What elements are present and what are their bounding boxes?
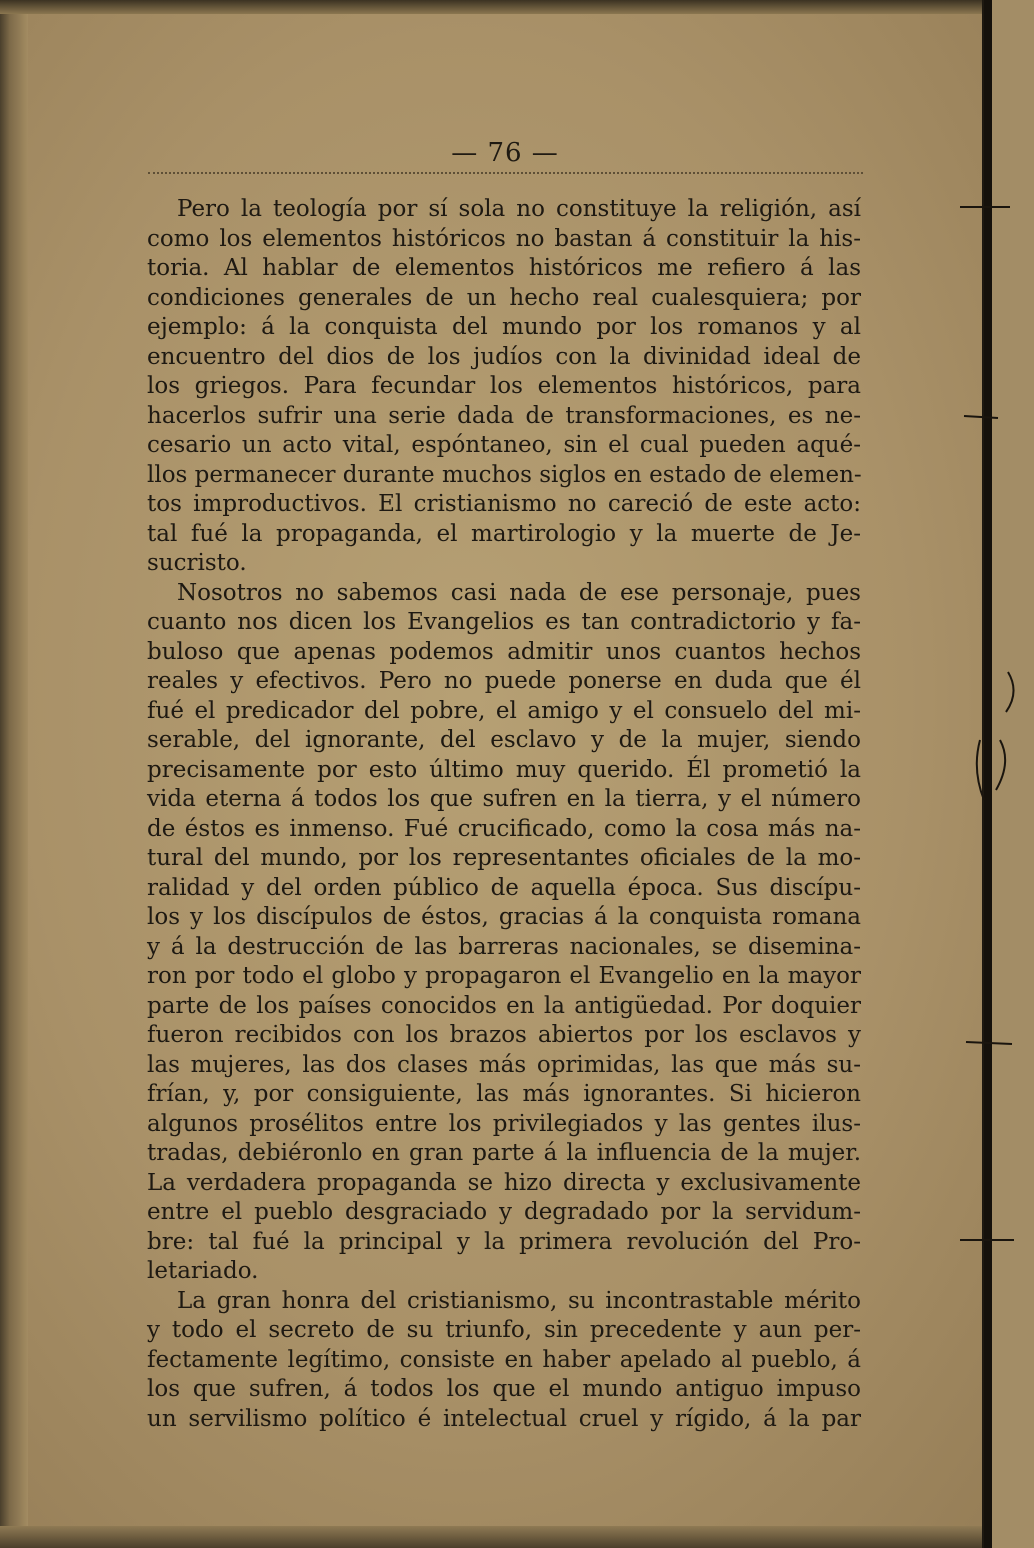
text-line: fué el predicador del pobre, el amigo y el consuelo del mi- xyxy=(147,697,861,724)
text-line: tal fué la propaganda, el martirologio y la muerte de Je- xyxy=(147,520,861,547)
text-line: vida eterna á todos los que sufren en la tierra, y el número xyxy=(147,786,861,812)
text-line: La verdadera propaganda se hizo directa y exclusivamente xyxy=(147,1169,861,1196)
body-text xyxy=(147,195,861,1434)
text-line: hacerlos sufrir una serie dada de transformaciones, es ne- xyxy=(147,402,861,429)
bottom-page-edge xyxy=(0,1526,1034,1548)
text-line: y á la destrucción de las barreras nacionales, se disemina- xyxy=(147,933,861,960)
text-line: encuentro del dios de los judíos con la divinidad ideal de xyxy=(147,343,861,370)
text-line: frían, y, por consiguiente, las más ignorantes. Si hicieron xyxy=(147,1081,861,1107)
thread-mark xyxy=(977,740,1005,800)
text-line: fectamente legítimo, consiste en haber apelado al pueblo, á xyxy=(147,1346,861,1373)
text-line: un servilismo político é intelectual cruel y rígido, á la par xyxy=(147,1405,861,1432)
text-line: buloso que apenas podemos admitir unos cuantos hechos xyxy=(147,638,861,665)
thread-mark xyxy=(966,1042,1012,1044)
text-line: condiciones generales de un hecho real cualesquiera; por xyxy=(147,284,861,311)
header-rule xyxy=(148,172,863,174)
text-line: de éstos es inmenso. Fué crucificado, como la cosa más na- xyxy=(147,815,861,842)
text-line: La gran honra del cristianismo, su incontrastable mérito xyxy=(177,1287,861,1314)
text-line: las mujeres, las dos clases más oprimidas, las que más su- xyxy=(147,1051,861,1078)
text-line: toria. Al hablar de elementos históricos me refiero á las xyxy=(147,255,861,281)
text-line: los griegos. Para fecundar los elementos históricos, para xyxy=(147,373,861,399)
text-line: Pero la teología por sí sola no constituye la religión, así xyxy=(177,196,861,222)
thread-mark xyxy=(964,416,998,418)
text-line: como los elementos históricos no bastan á constituir la his- xyxy=(147,225,861,252)
text-line: y todo el secreto de su triunfo, sin precedente y aun per- xyxy=(147,1317,861,1343)
text-line: cesario un acto vital, espóntaneo, sin el cual pueden aqué- xyxy=(147,432,861,458)
text-line: cuanto nos dicen los Evangelios es tan contradictorio y fa- xyxy=(147,609,861,635)
text-line: entre el pueblo desgraciado y degradado por la servidum- xyxy=(147,1199,861,1225)
binding-thread-marks xyxy=(950,0,1020,1548)
text-line: ron por todo el globo y propagaron el Evangelio en la mayor xyxy=(147,963,861,989)
text-line: bre: tal fué la principal y la primera revolución del Pro- xyxy=(147,1228,861,1255)
text-line: tos improductivos. El cristianismo no careció de este acto: xyxy=(147,491,861,517)
text-line: serable, del ignorante, del esclavo y de la mujer, siendo xyxy=(147,727,861,753)
text-line: precisamente por esto último muy querido. Él prometió la xyxy=(147,756,861,783)
text-line: fueron recibidos con los brazos abiertos por los esclavos y xyxy=(147,1022,861,1048)
thread-mark xyxy=(1006,672,1014,712)
text-line: tradas, debiéronlo en gran parte á la influencia de la mujer. xyxy=(147,1140,861,1166)
text-line: tural del mundo, por los representantes oficiales de la mo- xyxy=(147,845,861,871)
text-line: sucristo. xyxy=(147,550,247,576)
text-line: ejemplo: á la conquista del mundo por los romanos y al xyxy=(147,314,861,340)
page-number: — 76 — xyxy=(451,138,559,168)
text-line: los que sufren, á todos los que el mundo antiguo impuso xyxy=(147,1376,861,1402)
top-page-edge xyxy=(0,0,1034,14)
text-line: ralidad y del orden público de aquella época. Sus discípu- xyxy=(147,874,861,901)
text-line: Nosotros no sabemos casi nada de ese personaje, pues xyxy=(177,579,861,606)
text-line: letariado. xyxy=(147,1258,259,1284)
text-line: reales y efectivos. Pero no puede ponerse en duda que él xyxy=(147,668,861,694)
text-line: parte de los países conocidos en la antigüedad. Por doquier xyxy=(147,992,861,1019)
text-line: llos permanecer durante muchos siglos en estado de elemen- xyxy=(147,461,862,488)
text-line: los y los discípulos de éstos, gracias á la conquista romana xyxy=(147,904,861,930)
text-line: algunos prosélitos entre los privilegiados y las gentes ilus- xyxy=(147,1110,861,1137)
left-page-edge xyxy=(0,0,28,1548)
